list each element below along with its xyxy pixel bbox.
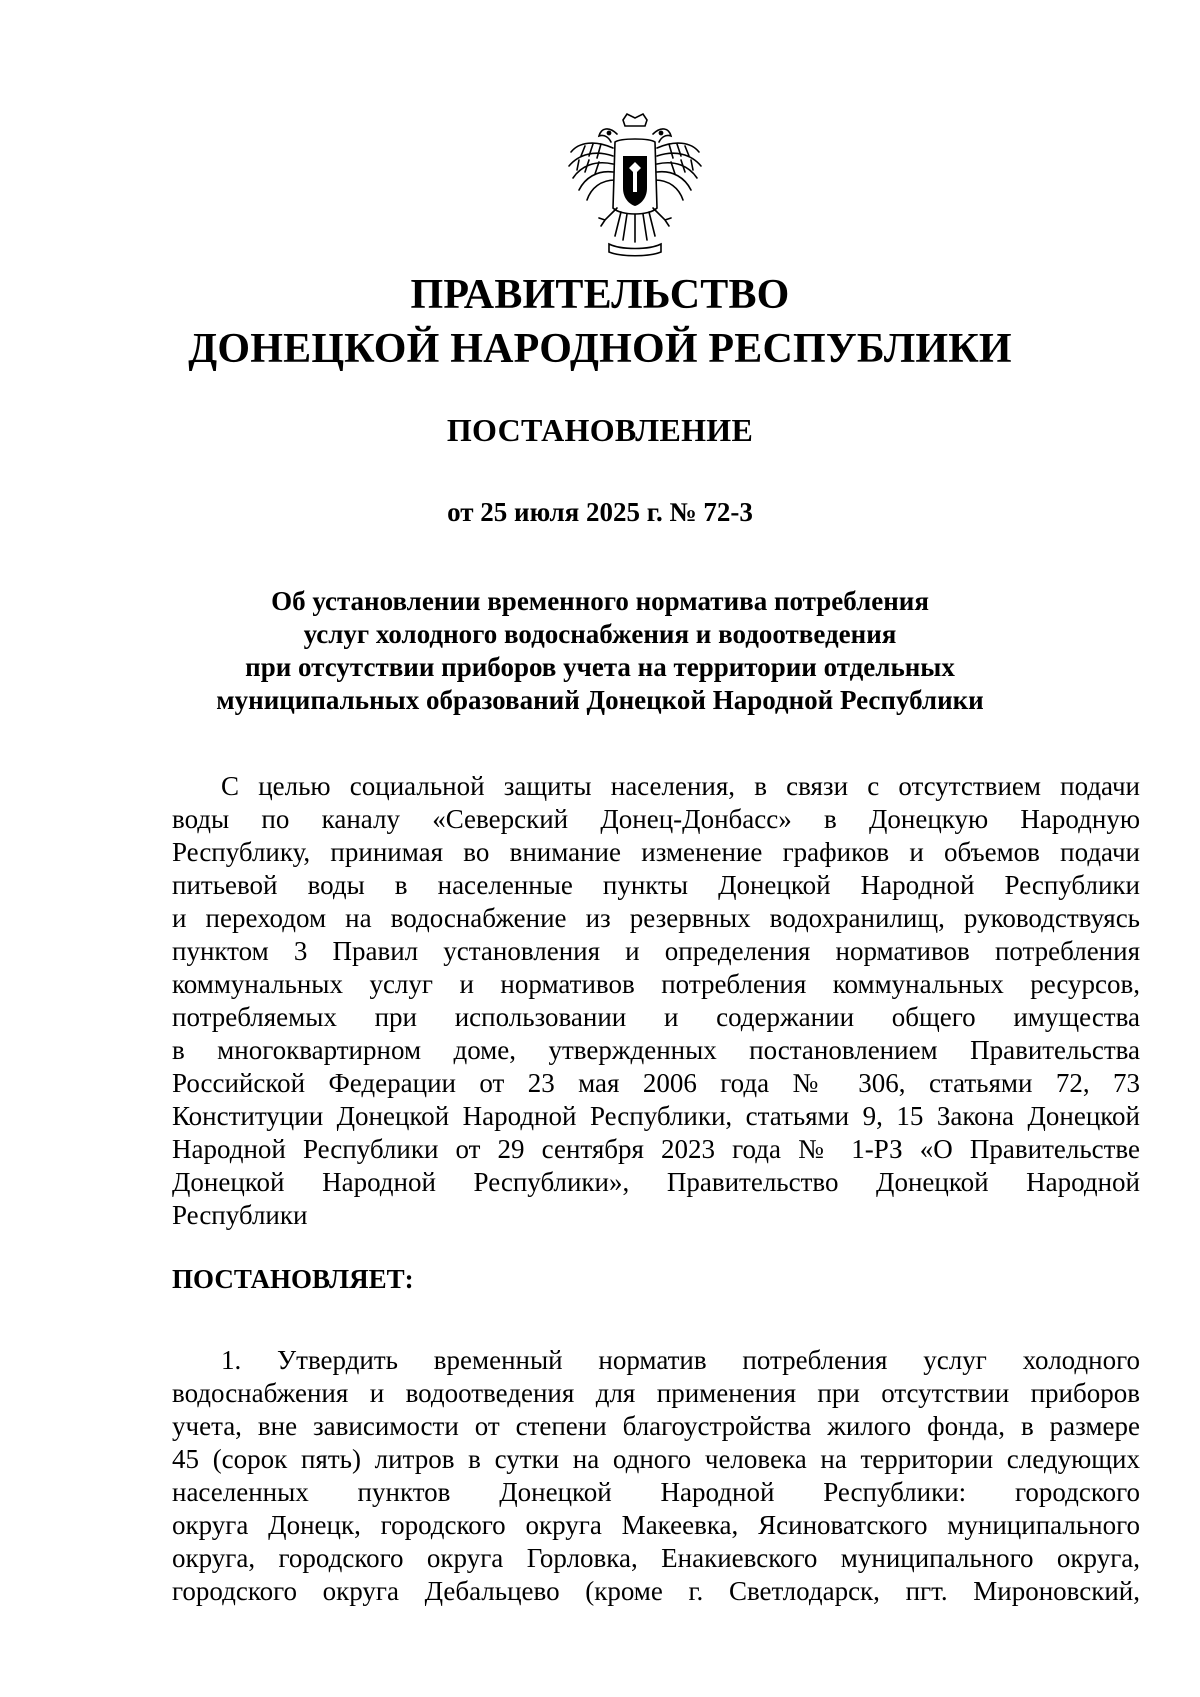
subject-line: услуг холодного водоснабжения и водоотведения	[303, 619, 897, 649]
item-1-line: учета, вне зависимости от степени благоустройства жилого фонда, в размере	[172, 1411, 1140, 1441]
double-headed-eagle-icon	[565, 112, 705, 257]
document-type: ПОСТАНОВЛЕНИЕ	[446, 412, 754, 448]
preamble-line: Республики	[172, 1200, 308, 1230]
subject-line: Об установлении временного норматива потребления	[271, 586, 929, 616]
government-title	[0, 268, 1200, 376]
preamble-line: Республику, принимая во внимание изменение графиков и объемов подачи	[172, 837, 1140, 867]
coat-of-arms-emblem	[565, 112, 705, 257]
preamble-line: Конституции Донецкой Народной Республики, статьями 9, 15 Закона Донецкой	[172, 1101, 1140, 1131]
government-title-line-2: ДОНЕЦКОЙ НАРОДНОЙ РЕСПУБЛИКИ	[188, 326, 1012, 372]
preamble-line: воды по каналу «Северский Донец-Донбасс» в Донецкую Народную	[172, 804, 1140, 834]
preamble-line: питьевой воды в населенные пункты Донецкой Народной Республики	[172, 870, 1140, 900]
preamble-line: в многоквартирном доме, утвержденных постановлением Правительства	[172, 1035, 1140, 1065]
document-subject	[0, 585, 1200, 717]
preamble-line: потребляемых при использовании и содержании общего имущества	[172, 1002, 1140, 1032]
preamble-line: Донецкой Народной Республики», Правительство Донецкой Народной	[172, 1167, 1140, 1197]
preamble-line: пунктом 3 Правил установления и определения нормативов потребления	[172, 936, 1140, 966]
resolves-heading: ПОСТАНОВЛЯЕТ:	[172, 1264, 414, 1294]
item-1-line: городского округа Дебальцево (кроме г. Светлодарск, пгт. Мироновский,	[172, 1576, 1140, 1606]
preamble-line: Народной Республики от 29 сентября 2023 года № 1-РЗ «О Правительстве	[172, 1134, 1140, 1164]
item-1-line: 1. Утвердить временный норматив потребления услуг холодного	[221, 1345, 1140, 1375]
subject-line: муниципальных образований Донецкой Народной Республики	[216, 685, 984, 715]
item-1-line: 45 (сорок пять) литров в сутки на одного человека на территории следующих	[172, 1444, 1140, 1474]
subject-line: при отсутствии приборов учета на территории отдельных	[245, 652, 955, 682]
preamble-paragraph	[172, 770, 1140, 1232]
preamble-line: С целью социальной защиты населения, в связи с отсутствием подачи	[221, 771, 1140, 801]
government-title-line-1: ПРАВИТЕЛЬСТВО	[410, 272, 790, 318]
item-1-paragraph	[172, 1344, 1140, 1608]
item-1-line: населенных пунктов Донецкой Народной Республики: городского	[172, 1477, 1140, 1507]
item-1-line: водоснабжения и водоотведения для применения при отсутствии приборов	[172, 1378, 1140, 1408]
item-1-line: округа Донецк, городского округа Макеевка, Ясиноватского муниципального	[172, 1510, 1140, 1540]
preamble-line: Российской Федерации от 23 мая 2006 года № 306, статьями 72, 73	[172, 1068, 1140, 1098]
item-1-line: округа, городского округа Горловка, Енакиевского муниципального округа,	[172, 1543, 1140, 1573]
preamble-line: коммунальных услуг и нормативов потребления коммунальных ресурсов,	[172, 969, 1140, 999]
document-date-number: от 25 июля 2025 г. № 72-3	[447, 497, 753, 527]
preamble-line: и переходом на водоснабжение из резервных водохранилищ, руководствуясь	[172, 903, 1140, 933]
